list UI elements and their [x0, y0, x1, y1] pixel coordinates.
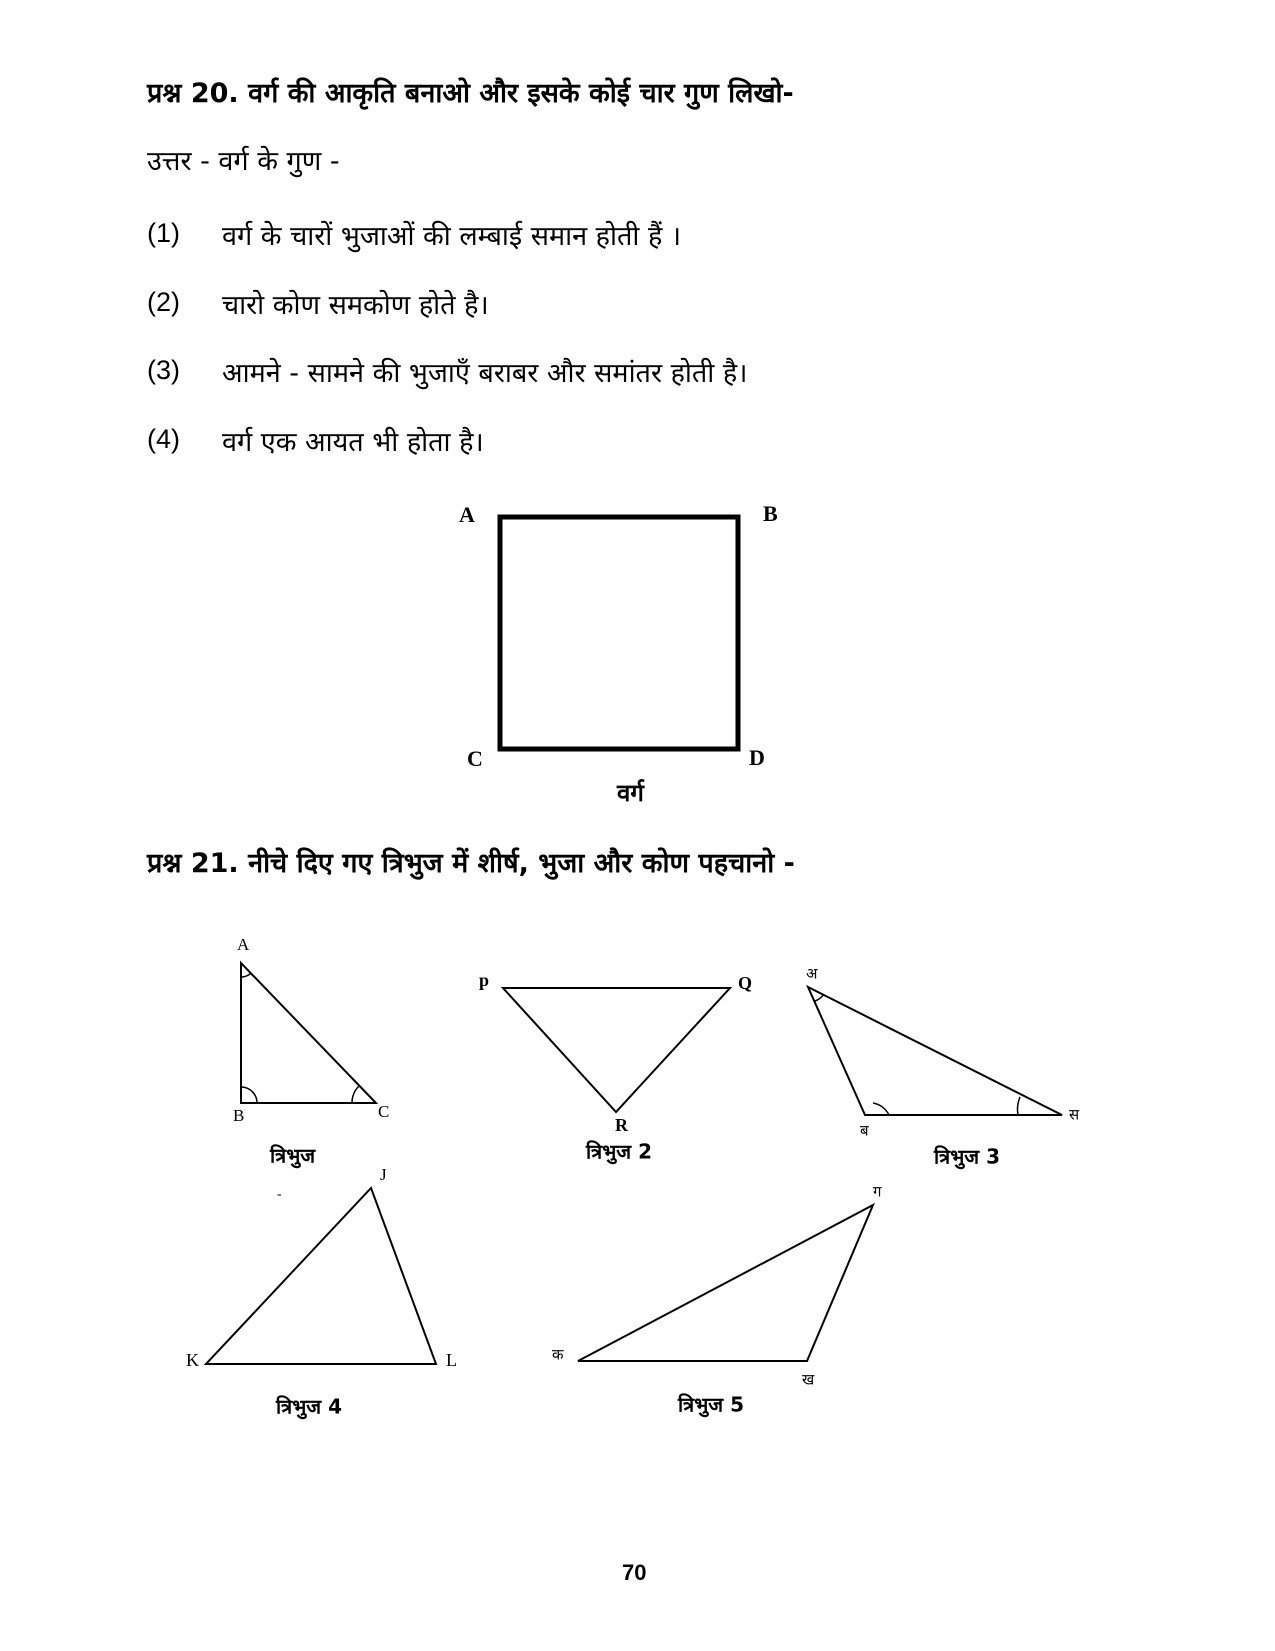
triangle-2-vertex-q: Q	[738, 973, 753, 994]
triangle-3-vertex-s: स	[1069, 1105, 1080, 1124]
triangle-1-caption: त्रिभुज	[270, 1143, 316, 1168]
triangle-5-vertex-g: ग	[873, 1182, 882, 1201]
triangle-5	[552, 1183, 882, 1418]
angle-arc-a3	[815, 994, 824, 1001]
triangle-2-vertex-r: R	[615, 1115, 628, 1136]
triangle-5-vertex-k: क	[552, 1345, 564, 1364]
triangle-2-caption: त्रिभुज 2	[586, 1139, 652, 1164]
triangle-5-caption: त्रिभुज 5	[678, 1392, 744, 1417]
item-number: (1)	[147, 218, 180, 248]
item-text: चारो कोण समकोण होते है।	[222, 290, 489, 321]
triangle-1	[233, 935, 389, 1202]
page-number: 70	[622, 1560, 647, 1585]
triangle-1-vertex-c: C	[378, 1101, 390, 1121]
triangle-2-shape	[503, 988, 730, 1112]
triangle-3	[806, 965, 1080, 1170]
angle-arc-c	[352, 1086, 359, 1103]
square-vertex-b: B	[763, 501, 778, 527]
triangle-4-vertex-j: J	[380, 1164, 387, 1184]
triangle-4-vertex-k: K	[186, 1350, 199, 1371]
angle-arc-b3	[873, 1103, 889, 1115]
triangle-4	[186, 1165, 457, 1420]
triangle-3-vertex-b: ब	[860, 1121, 869, 1140]
answer-intro: उत्तर - वर्ग के गुण -	[147, 146, 340, 177]
triangle-5-vertex-kh: ख	[802, 1370, 815, 1389]
triangle-4-caption: त्रिभुज 4	[276, 1394, 342, 1419]
item-number: (3)	[147, 355, 180, 385]
item-number: (2)	[147, 287, 180, 317]
item-text: आमने - सामने की भुजाएँ बराबर और समांतर होती है।	[222, 358, 748, 389]
question-20-heading: प्रश्न 20. वर्ग की आकृति बनाओ और इसके कोई चार गुण लिखो-	[147, 78, 794, 109]
item-number: (4)	[147, 424, 180, 454]
triangle-1-vertex-a: A	[237, 934, 250, 954]
triangle-4-shape	[206, 1188, 436, 1364]
triangle-2-vertex-p: p	[479, 970, 490, 991]
triangle-5-shape	[578, 1205, 873, 1361]
question-21-heading: प्रश्न 21. नीचे दिए गए त्रिभुज में शीर्ष, भुजा और कोण पहचानो -	[147, 848, 795, 879]
triangle-4-vertex-l: L	[446, 1350, 457, 1371]
triangle-3-shape	[808, 987, 1062, 1115]
square-caption: वर्ग	[617, 779, 644, 807]
triangle-1-shape	[241, 963, 376, 1103]
triangle-1-stray-mark: -	[277, 1187, 282, 1203]
item-text: वर्ग के चारों भुजाओं की लम्बाई समान होती हैं ।	[222, 221, 682, 252]
triangle-2	[479, 970, 752, 1164]
triangle-3-vertex-a: अ	[806, 964, 818, 983]
square-vertex-d: D	[749, 745, 765, 771]
angle-arc-c3	[1018, 1097, 1020, 1115]
angle-arc-b	[241, 1087, 257, 1103]
triangle-1-vertex-b: B	[233, 1105, 245, 1125]
square-vertex-a: A	[459, 502, 475, 528]
angle-arc-a	[241, 973, 251, 977]
item-text: वर्ग एक आयत भी होता है।	[222, 427, 484, 458]
square-vertex-c: C	[467, 746, 483, 772]
triangle-3-caption: त्रिभुज 3	[934, 1144, 1000, 1169]
